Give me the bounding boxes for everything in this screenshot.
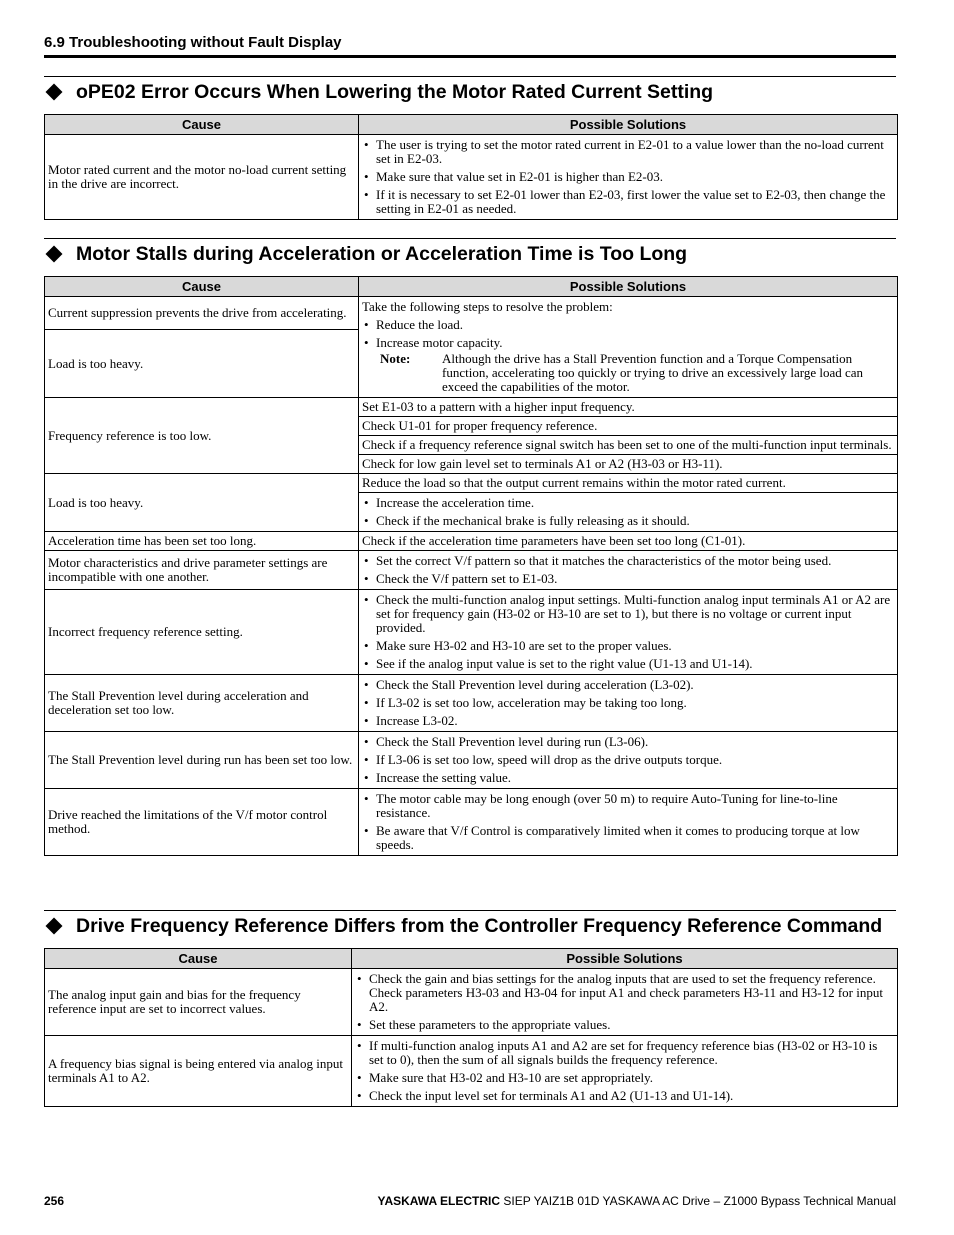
footer-manual-title xyxy=(378,1194,896,1208)
cause-cell: Current suppression prevents the drive from accelerating. xyxy=(45,297,359,330)
topic3-table xyxy=(44,948,898,1107)
table-row xyxy=(45,135,898,220)
solution-cell xyxy=(359,551,898,590)
solution-cell: Check for low gain level set to terminals A1 or A2 (H3-03 or H3-11). xyxy=(359,455,898,474)
list-item: • Make sure that H3-02 and H3-10 are set appropriately. xyxy=(355,1071,894,1085)
table-row xyxy=(45,551,898,590)
note xyxy=(380,352,894,394)
cause-cell: Incorrect frequency reference setting. xyxy=(45,590,359,675)
table-row xyxy=(45,474,898,493)
solution-cell: Check if a frequency reference signal switch has been set to one of the multi-function input terminals. xyxy=(359,436,898,455)
table-header-row xyxy=(45,949,898,969)
list-item: • Check the Stall Prevention level during acceleration (L3-02). xyxy=(362,678,894,692)
table-row xyxy=(45,590,898,675)
cause-cell: Load is too heavy. xyxy=(45,474,359,532)
list-item: • Increase motor capacity. xyxy=(362,336,894,350)
solutions-column-header: Possible Solutions xyxy=(352,949,898,969)
solution-cell xyxy=(359,297,898,398)
cause-cell: Load is too heavy. xyxy=(45,330,359,398)
list-item: • Reduce the load. xyxy=(362,318,894,332)
cause-column-header: Cause xyxy=(45,115,359,135)
solution-cell: Check U1-01 for proper frequency reference. xyxy=(359,417,898,436)
table-row xyxy=(45,532,898,551)
solutions-column-header: Possible Solutions xyxy=(359,115,898,135)
cause-column-header: Cause xyxy=(45,277,359,297)
solutions-column-header: Possible Solutions xyxy=(359,277,898,297)
table-row xyxy=(45,675,898,732)
list-item: • If L3-02 is set too low, acceleration may be taking too long. xyxy=(362,696,894,710)
footer-brand: YASKAWA ELECTRIC xyxy=(377,1194,501,1208)
diamond-icon xyxy=(46,245,63,262)
solution-cell xyxy=(359,135,898,220)
cause-cell: Acceleration time has been set too long. xyxy=(45,532,359,551)
cause-cell: The Stall Prevention level during acceleration and deceleration set too low. xyxy=(45,675,359,732)
list-item: • Check the Stall Prevention level during run (L3-06). xyxy=(362,735,894,749)
cause-cell: Motor rated current and the motor no-load current setting in the drive are incorrect. xyxy=(45,135,359,220)
topic1-rule xyxy=(44,76,896,77)
solution-cell xyxy=(352,969,898,1036)
topic1-title: oPE02 Error Occurs When Lowering the Motor Rated Current Setting xyxy=(44,81,904,104)
table-row xyxy=(45,297,898,330)
topic1-table xyxy=(44,114,898,220)
solution-intro: Take the following steps to resolve the problem: xyxy=(362,299,613,314)
list-item: • Increase the setting value. xyxy=(362,771,894,785)
note-label: Note: xyxy=(380,351,411,366)
list-item: • If it is necessary to set E2-01 lower than E2-03, first lower the value set to E2-03, then change the setting in E2-01 as needed. xyxy=(362,188,894,216)
table-row xyxy=(45,732,898,789)
topic2-title: Motor Stalls during Acceleration or Acceleration Time is Too Long xyxy=(44,243,904,266)
solution-cell xyxy=(359,732,898,789)
list-item: • Set these parameters to the appropriate values. xyxy=(355,1018,894,1032)
diamond-icon xyxy=(46,917,63,934)
solution-cell: Reduce the load so that the output current remains within the motor rated current. xyxy=(359,474,898,493)
solution-cell xyxy=(359,789,898,856)
table-header-row xyxy=(45,277,898,297)
cause-cell: Frequency reference is too low. xyxy=(45,398,359,474)
solution-cell xyxy=(359,493,898,532)
topic3-rule xyxy=(44,910,896,911)
table-row xyxy=(45,398,898,417)
topic2-table xyxy=(44,276,898,856)
solution-cell: Set E1-03 to a pattern with a higher input frequency. xyxy=(359,398,898,417)
topic3-title: Drive Frequency Reference Differs from the Controller Frequency Reference Command xyxy=(44,915,904,938)
solution-cell xyxy=(359,590,898,675)
cause-column-header: Cause xyxy=(45,949,352,969)
cause-cell: Drive reached the limitations of the V/f motor control method. xyxy=(45,789,359,856)
list-item: • Check the V/f pattern set to E1-03. xyxy=(362,572,894,586)
table-row xyxy=(45,1036,898,1107)
list-item: • The user is trying to set the motor rated current in E2-01 to a value lower than the no-load current set in E2-03. xyxy=(362,138,894,166)
cause-cell: The Stall Prevention level during run has been set too low. xyxy=(45,732,359,789)
list-item: • The motor cable may be long enough (over 50 m) to require Auto-Tuning for line-to-line resistance. xyxy=(362,792,894,820)
list-item: • Be aware that V/f Control is comparatively limited when it comes to producing torque at low speeds. xyxy=(362,824,894,852)
footer-manual-name: SIEP YAIZ1B 01D YASKAWA AC Drive – Z1000 Bypass Technical Manual xyxy=(500,1194,896,1208)
list-item: • If L3-06 is set too low, speed will drop as the drive outputs torque. xyxy=(362,753,894,767)
list-item: • Make sure H3-02 and H3-10 are set to the proper values. xyxy=(362,639,894,653)
list-item: • If multi-function analog inputs A1 and A2 are set for frequency reference bias (H3-02 or H3-10 is set to 0), then the sum of all signals builds the frequency reference. xyxy=(355,1039,894,1067)
list-item: • Check the gain and bias settings for the analog inputs that are used to set the frequency reference. Check parameters H3-03 and H3-04 for input A1 and check parameters H3-11 and H3-12 for input A2. xyxy=(355,972,894,1014)
section-header-rule xyxy=(44,55,896,58)
cause-cell: The analog input gain and bias for the frequency reference input are set to incorrect values. xyxy=(45,969,352,1036)
list-item: • Check if the mechanical brake is fully releasing as it should. xyxy=(362,514,894,528)
cause-cell: Motor characteristics and drive parameter settings are incompatible with one another. xyxy=(45,551,359,590)
solution-cell: Check if the acceleration time parameters have been set too long (C1-01). xyxy=(359,532,898,551)
table-row xyxy=(45,789,898,856)
diamond-icon xyxy=(46,83,63,100)
list-item: • Check the multi-function analog input settings. Multi-function analog input terminals A1 or A2 are set for frequency gain (H3-02 or H3-10 are set to 1), but there is no voltage or current input provided. xyxy=(362,593,894,635)
solution-cell xyxy=(359,675,898,732)
solution-cell xyxy=(352,1036,898,1107)
topic2-rule xyxy=(44,238,896,239)
table-header-row xyxy=(45,115,898,135)
page-number: 256 xyxy=(44,1194,65,1208)
cause-cell: A frequency bias signal is being entered via analog input terminals A1 to A2. xyxy=(45,1036,352,1107)
section-header: 6.9 Troubleshooting without Fault Display xyxy=(44,34,342,51)
note-text: Although the drive has a Stall Prevention function and a Torque Compensation function, accelerating too quickly or trying to drive an excessively large load can exceed the capabilities of the motor. xyxy=(442,351,864,394)
list-item: • Set the correct V/f pattern so that it matches the characteristics of the motor being used. xyxy=(362,554,894,568)
table-row xyxy=(45,969,898,1036)
list-item: • Increase the acceleration time. xyxy=(362,496,894,510)
list-item: • Check the input level set for terminals A1 and A2 (U1-13 and U1-14). xyxy=(355,1089,894,1103)
list-item: • See if the analog input value is set to the right value (U1-13 and U1-14). xyxy=(362,657,894,671)
list-item: • Make sure that value set in E2-01 is higher than E2-03. xyxy=(362,170,894,184)
list-item: • Increase L3-02. xyxy=(362,714,894,728)
